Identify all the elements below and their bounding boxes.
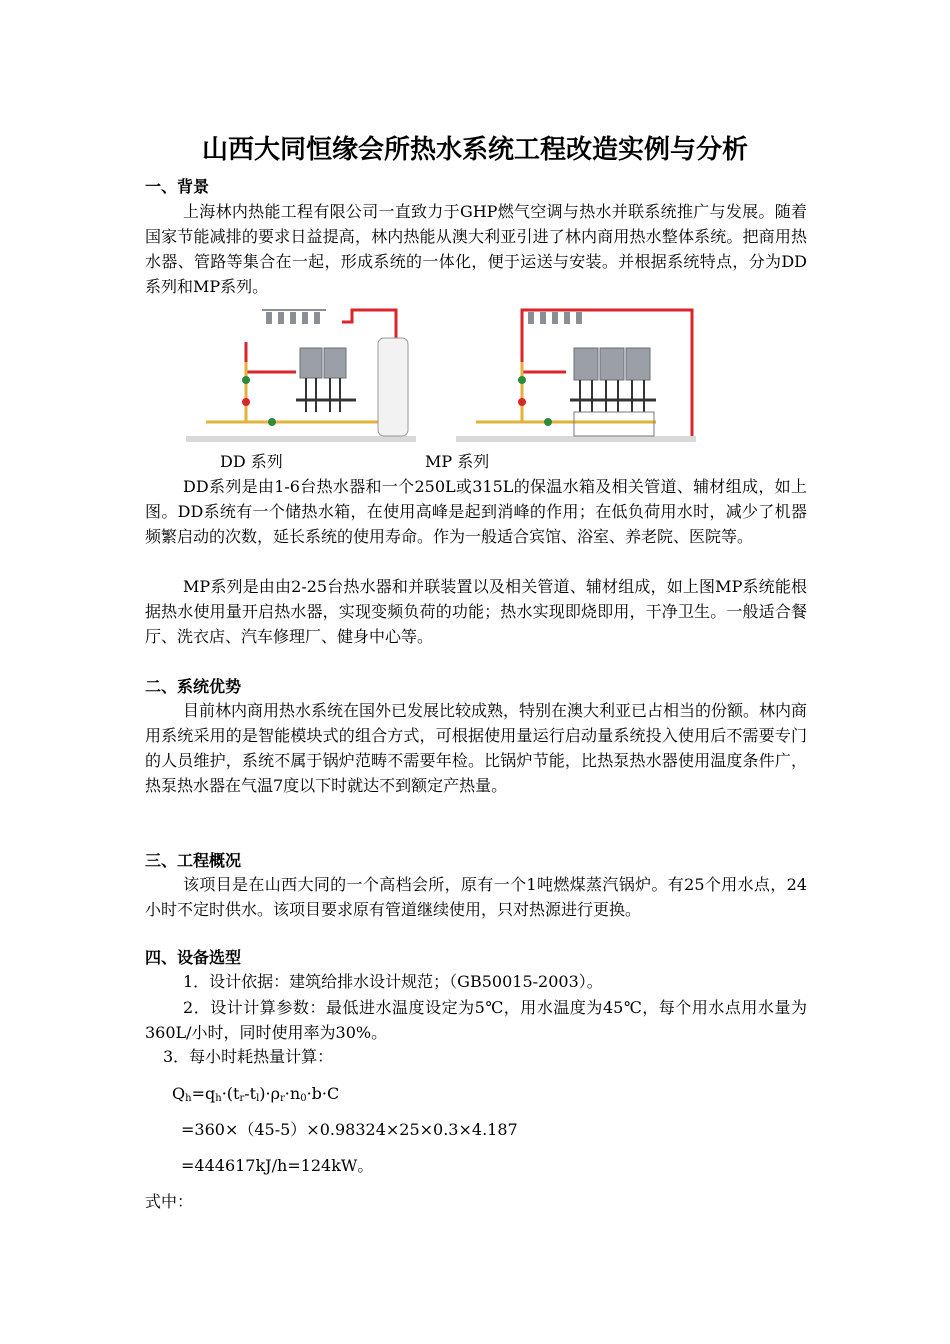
paragraph-dd-series: DD系列是由1-6台热水器和一个250L或315L的保温水箱及相关管道、辅材组成，如上图。DD系统有一个储热水箱，在使用高峰是起到消峰的作用；在低负荷用水时，减少了机器频繁启动的次数，延长系统的使用寿命。作为一般适合宾馆、浴室、养老院、医院等。 <box>145 477 807 546</box>
section-heading-advantages: 二、系统优势 <box>145 677 242 696</box>
section-heading-equipment: 四、设备选型 <box>145 948 242 967</box>
list-item-heat-calc: 3．每小时耗热量计算： <box>163 1047 334 1066</box>
list-item-design-basis: 1．设计依据：建筑给排水设计规范；（GB50015-2003）。 <box>183 972 603 991</box>
calc-line-2: =444617kJ/h=124kW。 <box>181 1156 374 1175</box>
figure-caption-mp: MP 系列 <box>425 452 490 471</box>
page-title: 山西大同恒缘会所热水系统工程改造实例与分析 <box>201 135 748 165</box>
paragraph-background: 上海林内热能工程有限公司一直致力于GHP燃气空调与热水并联系统推广与发展。随着国家节能减排的要求日益提高，林内热能从澳大利亚引进了林内商用热水整体系统。把商用热水器、管路等集合在一起，形成系统的一体化，便于运送与安装。并根据系统特点，分为DD系列和MP系列。 <box>145 202 807 296</box>
list-item-design-params: 2．设计计算参数：最低进水温度设定为5℃，用水温度为45℃，每个用水点用水量为360L/小时，同时使用率为30%。 <box>145 998 807 1042</box>
paragraph-overview: 该项目是在山西大同的一个高档会所，原有一个1吨燃煤蒸汽锅炉。有25个用水点，24小时不定时供水。该项目要求原有管道继续使用，只对热源进行更换。 <box>145 875 807 919</box>
figure-caption-dd: DD 系列 <box>220 452 283 471</box>
section-heading-background: 一、背景 <box>145 177 210 196</box>
dd-system-diagram <box>186 302 416 444</box>
calc-line-1: =360×（45-5）×0.98324×25×0.3×4.187 <box>181 1120 518 1139</box>
paragraph-advantages: 目前林内商用热水系统在国外已发展比较成熟，特别在澳大利亚已占相当的份额。林内商用系统采用的是智能模块式的组合方式，可根据使用量运行启动量系统投入使用后不需要专门的人员维护，系统不属于锅炉范畴不需要年检。比锅炉节能，比热泵热水器使用温度条件广，热泵热水器在气温7度以下时就达不到额定产热量。 <box>145 701 808 795</box>
mp-system-diagram <box>456 302 696 444</box>
section-heading-overview: 三、工程概况 <box>145 851 242 870</box>
heat-formula: $Q_h=q_h\cdot(t_r-t_l)\cdot\rho_r\cdot n_0\cdot b\cdot C$ <box>172 1084 340 1104</box>
paragraph-mp-series: MP系列是由由2-25台热水器和并联装置以及相关管道、辅材组成，如上图MP系统能根据热水使用量开启热水器，实现变频负荷的功能；热水实现即烧即用，干净卫生。一般适合餐厅、洗衣店、汽车修理厂、健身中心等。 <box>145 577 807 646</box>
where-label: 式中： <box>145 1192 194 1211</box>
